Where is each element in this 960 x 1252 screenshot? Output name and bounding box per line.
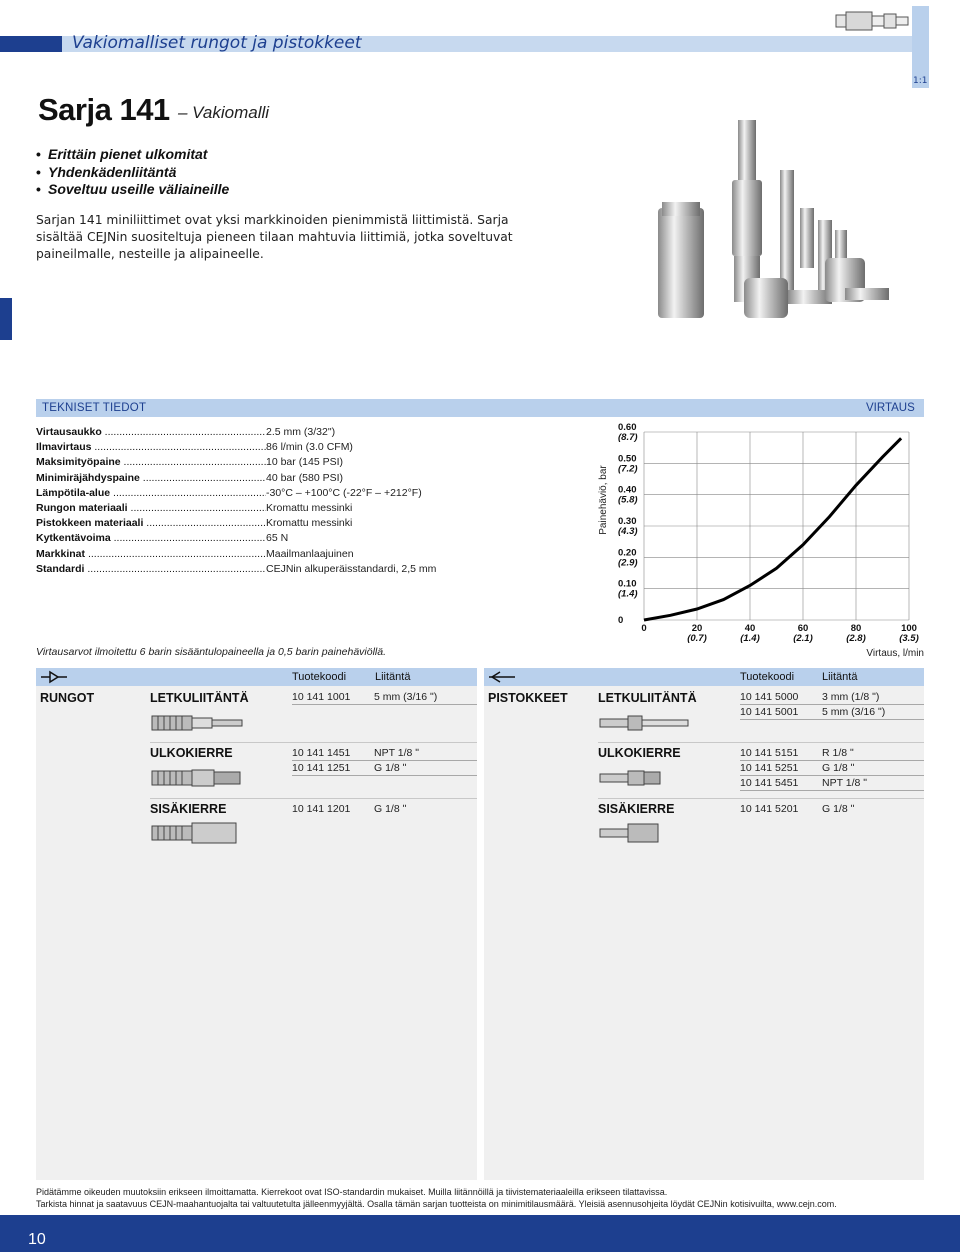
- product-code: 10 141 1201: [292, 803, 351, 815]
- spec-label: Lämpötila-alue .....: [36, 486, 266, 501]
- chart-x-tick-secondary: (2.8): [846, 633, 866, 644]
- connection: NPT 1/8 ʺ: [822, 777, 867, 789]
- divider: [598, 798, 924, 799]
- spec-value: 65 N: [266, 532, 289, 545]
- chart-y-tick-secondary: (7.2): [618, 463, 638, 475]
- nipple-icon: [488, 670, 516, 684]
- footer-line: Pidätämme oikeuden muutoksiin erikseen ilmoittamatta. Kierrekoot ovat ISO-standardin mukaiset. Muilla liitännöillä ja tiivistemateriaaleilla erikseen tilattavissa.: [36, 1187, 668, 1197]
- divider: [598, 742, 924, 743]
- chart-y-tick-secondary: (1.4): [618, 588, 638, 600]
- rungot-group-female: SISÄKIERRE: [150, 802, 227, 816]
- spec-label: Standardi .....: [36, 562, 266, 577]
- chart-y-tick-secondary: (8.7): [618, 432, 638, 443]
- spec-value: 86 l/min (3.0 CFM): [266, 441, 353, 454]
- rungot-group-male: ULKOKIERRE: [150, 746, 233, 760]
- pistokkeet-group-male: ULKOKIERRE: [598, 746, 681, 760]
- product-code: 10 141 1251: [292, 762, 351, 774]
- chart-y-label: Painehäviö, bar: [598, 465, 609, 535]
- chart-y-tick-secondary: (5.8): [618, 494, 638, 506]
- connection: R 1/8 ʺ: [822, 747, 854, 759]
- product-code: 10 141 5251: [740, 762, 799, 774]
- spec-row: [36, 455, 466, 470]
- pistokkeet-col-code: Tuotekoodi: [740, 671, 795, 683]
- feature-item: • Erittäin pienet ulkomitat: [36, 146, 229, 164]
- spec-label: Virtausaukko .....: [36, 425, 266, 440]
- spec-value: 10 bar (145 PSI): [266, 456, 344, 469]
- feature-item: • Soveltuu useille väliaineille: [36, 181, 229, 199]
- product-code: 10 141 5000: [740, 691, 799, 703]
- chart-x-tick: 60: [797, 623, 809, 634]
- connection: 5 mm (3/16 ʺ): [822, 706, 886, 718]
- chart-y-tick: 0.20: [618, 547, 637, 559]
- female-thread-body-image: [150, 822, 244, 844]
- connection: NPT 1/8 ʺ: [374, 747, 419, 759]
- table-row: [740, 705, 924, 720]
- spec-value: Maailmanlaajuinen: [266, 547, 354, 560]
- coupling-icon: [834, 8, 910, 34]
- pistokkeet-group-hose: LETKULIITÄNTÄ: [598, 691, 697, 705]
- chart-x-tick: 80: [850, 623, 862, 634]
- chart-y-tick: 0.50: [618, 453, 637, 465]
- product-code: 10 141 1451: [292, 747, 351, 759]
- chart-x-tick: 100: [901, 623, 917, 634]
- pistokkeet-group-female: SISÄKIERRE: [598, 802, 675, 816]
- section-title: Vakiomalliset rungot ja pistokkeet: [72, 33, 362, 53]
- spec-row: [36, 531, 466, 546]
- page-footer-bar: [0, 1215, 960, 1252]
- chart-x-tick: 0: [641, 623, 647, 634]
- spec-value: Kromattu messinki: [266, 517, 353, 530]
- spec-row: [36, 425, 466, 440]
- spec-row: [36, 501, 466, 516]
- divider: [150, 798, 477, 799]
- left-accent: [0, 298, 12, 340]
- chart-x-tick: 20: [691, 623, 703, 634]
- chart-y-tick-secondary: (2.9): [618, 557, 638, 569]
- intro-text: Sarjan 141 miniliittimet ovat yksi markkinoiden pienimmistä liittimistä. Sarja sisältää CEJNin suositeltuja pieneen tilaan mahtuvia liittimiä, jotka soveltuvat paineilmalle, nesteille ja alipaineelle.: [36, 213, 513, 261]
- page-title: Sarja 141: [38, 92, 170, 127]
- pistokkeet-hose-rows: [740, 690, 924, 720]
- table-row: [740, 776, 924, 791]
- rungot-panel: [36, 668, 477, 1180]
- spec-label: Rungon materiaali .....: [36, 501, 266, 516]
- chart-grid: [644, 432, 909, 620]
- spec-value: CEJNin alkuperäisstandardi, 2,5 mm: [266, 562, 437, 575]
- page-number: 10: [28, 1231, 46, 1248]
- spec-row: [36, 486, 466, 501]
- male-thread-nipple-image: [598, 767, 692, 789]
- product-code: 10 141 1001: [292, 691, 351, 703]
- rungot-col-code: Tuotekoodi: [292, 671, 347, 683]
- divider: [150, 742, 477, 743]
- chart-y-tick: 0.60: [618, 422, 637, 433]
- spec-label: Kytkentävoima .....: [36, 531, 266, 546]
- connection: G 1/8 ʺ: [374, 762, 407, 774]
- product-photo: [640, 110, 920, 340]
- tech-header-bar: [36, 399, 924, 417]
- table-row: [740, 690, 924, 705]
- pistokkeet-panel: [484, 668, 924, 1180]
- rungot-male-rows: [292, 746, 477, 776]
- spec-row: [36, 440, 466, 455]
- tech-title: TEKNISET TIEDOT: [42, 402, 147, 414]
- hose-nipple-image: [598, 712, 692, 734]
- pistokkeet-female-rows: [740, 802, 924, 817]
- feature-item: • Yhdenkädenliitäntä: [36, 164, 229, 182]
- coupling-body-icon: [40, 670, 68, 684]
- chart-y-tick: 0.10: [618, 578, 637, 590]
- chart-x-tick-secondary: (0.7): [687, 633, 707, 644]
- flow-note: Virtausarvot ilmoitettu 6 barin sisääntulopaineella ja 0,5 barin painehäviöllä.: [36, 646, 387, 658]
- footer-text: [36, 1186, 837, 1210]
- table-row: [740, 761, 924, 776]
- flow-title: VIRTAUS: [866, 402, 915, 414]
- page-subtitle: – Vakiomalli: [178, 103, 270, 122]
- spec-label: Pistokkeen materiaali .....: [36, 516, 266, 531]
- feature-list: [36, 146, 229, 199]
- chart-x-tick: 40: [744, 623, 756, 634]
- pistokkeet-col-conn: Liitäntä: [822, 671, 858, 683]
- spec-row: [36, 471, 466, 486]
- connection: G 1/8 ʺ: [822, 803, 855, 815]
- spec-list: [36, 425, 466, 577]
- spec-label: Maksimityöpaine .....: [36, 455, 266, 470]
- table-row: [292, 802, 477, 817]
- chart-y-tick-secondary: (4.3): [618, 526, 638, 537]
- spec-row: [36, 516, 466, 531]
- spec-value: -30°C – +100°C (-22°F – +212°F): [266, 486, 422, 499]
- table-row: [292, 761, 477, 776]
- chart-x-label: Virtaus, l/min: [866, 648, 924, 659]
- pistokkeet-title: PISTOKKEET: [488, 691, 568, 705]
- spec-label: Minimiräjähdyspaine .....: [36, 471, 266, 486]
- spec-value: Kromattu messinki: [266, 501, 353, 514]
- male-thread-body-image: [150, 767, 244, 789]
- chart-x-tick-secondary: (2.1): [793, 633, 813, 644]
- chart-y-tick: 0.40: [618, 484, 637, 496]
- spec-label: Ilmavirtaus .....: [36, 440, 266, 455]
- scale-label: 1:1: [913, 76, 928, 86]
- spec-value: 2.5 mm (3/32"): [266, 426, 336, 438]
- hose-body-image: [150, 712, 244, 734]
- product-code: 10 141 5451: [740, 777, 799, 789]
- chart-x-tick-secondary: (1.4): [740, 633, 760, 644]
- rungot-col-conn: Liitäntä: [375, 671, 411, 683]
- connection: 3 mm (1/8 ʺ): [822, 691, 880, 703]
- rungot-hose-rows: [292, 690, 477, 705]
- rungot-title: RUNGOT: [40, 691, 95, 705]
- female-thread-nipple-image: [598, 822, 692, 844]
- rungot-header: [36, 668, 477, 686]
- product-code: 10 141 5151: [740, 747, 799, 759]
- connection: G 1/8 ʺ: [822, 762, 855, 774]
- table-row: [292, 746, 477, 761]
- chart-y-tick: 0.30: [618, 516, 637, 527]
- footer-line: Tarkista hinnat ja saatavuus CEJN-maahantuojalta tai valtuutetulta jälleenmyyjältä. Osalla tämän sarjan tuotteista on minimitilausmäärä. Yleisiä asennusohjeita löydät CEJNin kotisivuilta, www.cejn.com.: [36, 1199, 837, 1209]
- pistokkeet-header: [484, 668, 924, 686]
- spec-label: Markkinat .....: [36, 547, 266, 562]
- product-code: 10 141 5001: [740, 706, 799, 718]
- spec-row: [36, 547, 466, 562]
- chart-series-line: [644, 438, 901, 620]
- table-row: [740, 746, 924, 761]
- chart-y-tick: 0: [618, 615, 624, 626]
- rungot-female-rows: [292, 802, 477, 817]
- chart-ticks: [618, 422, 919, 644]
- flow-chart: [594, 420, 930, 660]
- spec-row: [36, 562, 466, 577]
- table-row: [740, 802, 924, 817]
- table-row: [292, 690, 477, 705]
- pistokkeet-male-rows: [740, 746, 924, 791]
- product-code: 10 141 5201: [740, 803, 799, 815]
- spec-value: 40 bar (580 PSI): [266, 471, 344, 484]
- connection: G 1/8 ʺ: [374, 803, 407, 815]
- header-band-dark: [0, 36, 62, 52]
- connection: 5 mm (3/16 ʺ): [374, 691, 438, 703]
- rungot-group-hose: LETKULIITÄNTÄ: [150, 691, 249, 705]
- chart-x-tick-secondary: (3.5): [899, 633, 919, 644]
